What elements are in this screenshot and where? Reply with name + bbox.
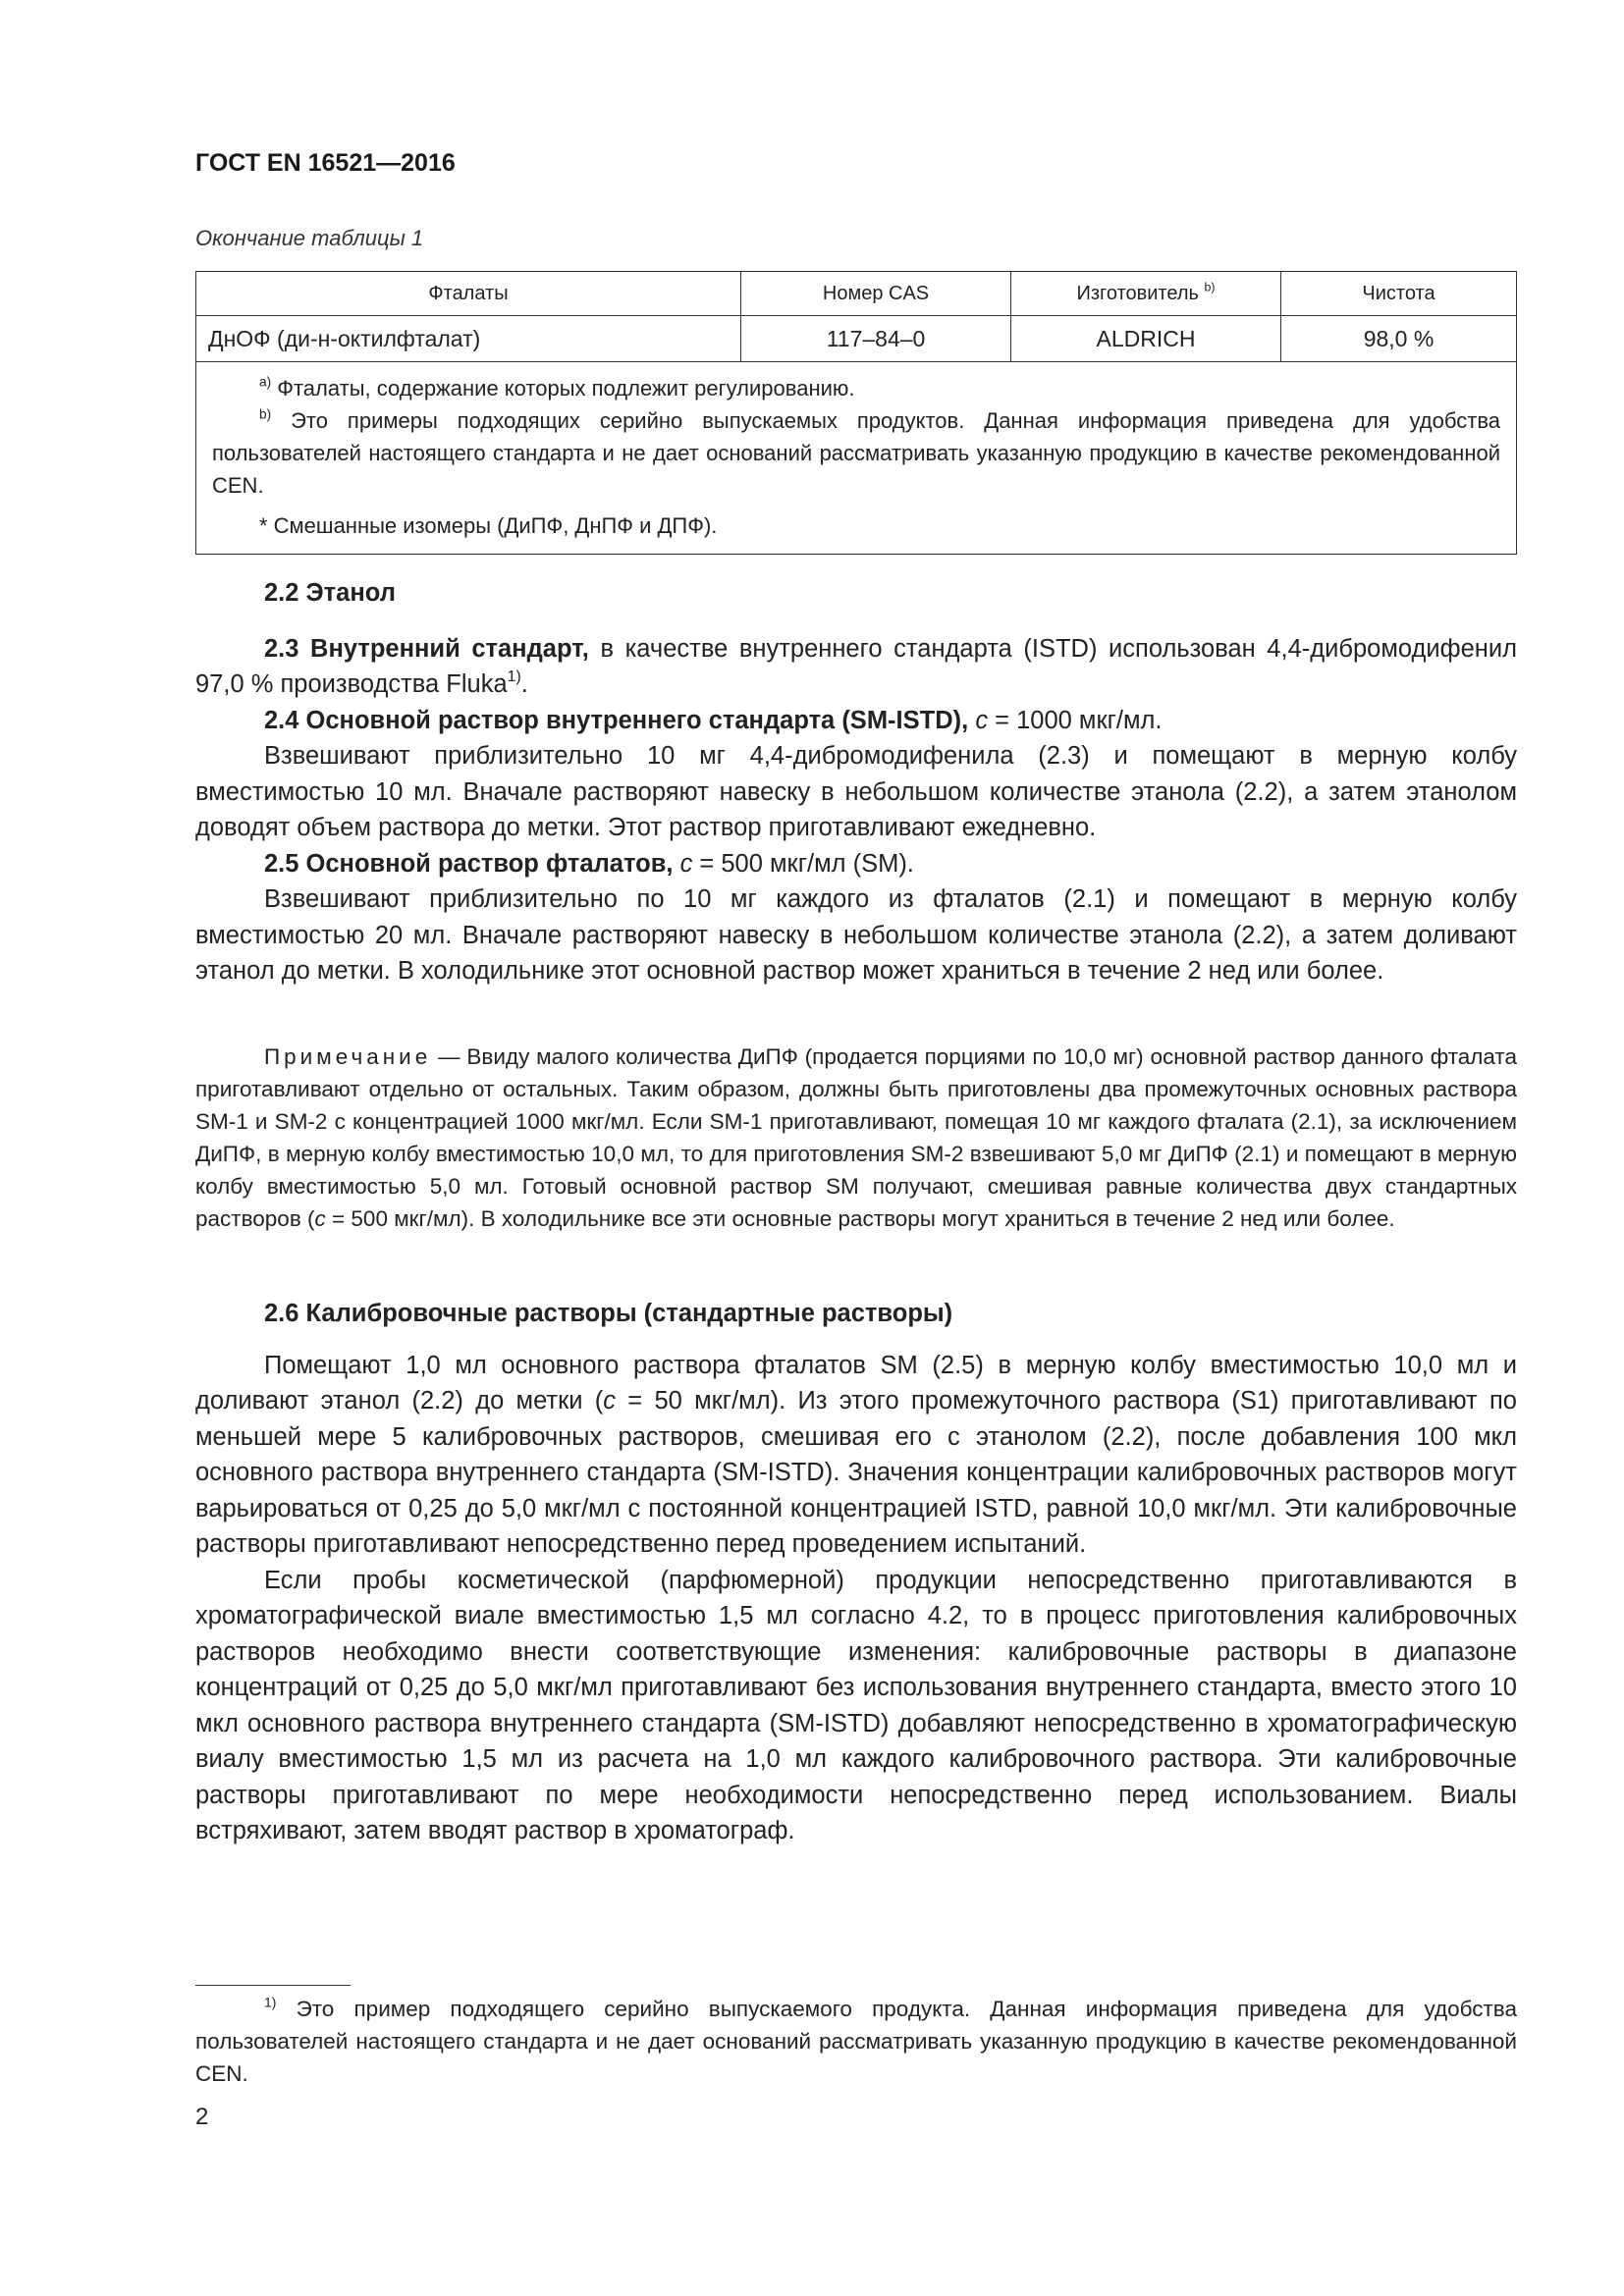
section-2-3-text: в качестве внутреннего стандарта (ISTD) использован 4,4-дибромодифенил 97,0 % производства Fluka — [195, 634, 1517, 698]
column-header-phthalates: Фталаты — [196, 272, 741, 316]
note-text-after: = 500 мкг/мл). В холодильнике все эти основные растворы могут храниться в течение 2 нед или более. — [325, 1206, 1395, 1231]
note-text-before: — Ввиду малого количества ДиПФ (продается порциями по 10,0 мг) основной раствор данного фталата приготавливают отдельно от остальных. Таким образом, должны быть приготовлены два промежуточных основных раствора SM-1 и SM-2 с концентрацией 1000 мкг/мл. Если SM-1 приготавливают, помещая 10 мг каждого фталата (2.1), за исключением ДиПФ, в мерную колбу вместимостью 10,0 мл, то для приготовления SM-2 взвешивают 5,0 мг ДиПФ (2.1) и помещают в мерную колбу вместимостью 5,0 мл. Готовый основной раствор SM получают, смешивая равные количества двух стандартных растворов ( — [195, 1044, 1517, 1231]
note-paragraph — [195, 1041, 1517, 1235]
section-2-4-title: 2.4 Основной раствор внутреннего стандарта (SM-ISTD), — [264, 706, 969, 734]
section-2-3-footnote-ref: 1) — [507, 667, 521, 685]
document-header: ГОСТ EN 16521—2016 — [195, 149, 456, 177]
section-2-6-p1-after: = 50 мкг/мл). Из этого промежуточного раствора (S1) приготавливают по меньшей мере 5 калибровочных растворов, смешивая его с этанолом (2.2), после добавления 100 мкл основного раствора внутреннего стандарта (SM-ISTD). Значения концентрации калибровочных растворов могут варьироваться от 0,25 до 5,0 мкг/мл с постоянной концентрацией ISTD, равной 10,0 мкг/мл. Эти калибровочные растворы приготавливают непосредственно перед проведением испытаний. — [195, 1387, 1517, 1558]
table-caption: Окончание таблицы 1 — [195, 226, 424, 250]
footnote-mark: 1) — [264, 1994, 277, 2010]
note-a — [212, 372, 1500, 404]
note-b-text: Это примеры подходящих серийно выпускаемых продуктов. Данная информация приведена для удобства пользователей настоящего стандарта и не дает оснований рассматривать указанную продукцию в качестве рекомендованной CEN. — [212, 408, 1500, 498]
section-2-5-c: c — [679, 849, 693, 878]
table-notes-row — [196, 362, 1517, 555]
column-header-cas: Номер CAS — [741, 272, 1011, 316]
section-2-5-heading — [195, 846, 1517, 882]
column-header-manufacturer — [1011, 272, 1281, 316]
section-2-6-title: 2.6 Калибровочные растворы (стандартные растворы) — [264, 1300, 953, 1327]
section-2-6-c: c — [603, 1387, 617, 1415]
section-2-3 — [195, 631, 1517, 703]
section-2-3-title: 2.3 Внутренний стандарт, — [264, 634, 589, 663]
cell-manufacturer: ALDRICH — [1011, 316, 1281, 362]
footnote-divider — [195, 1985, 351, 1986]
note-label: Примечание — [264, 1044, 432, 1069]
note-star: * Смешанные изомеры (ДиПФ, ДнПФ и ДПФ). — [259, 513, 718, 538]
cell-purity: 98,0 % — [1281, 316, 1517, 362]
sections-2-2-to-2-5 — [195, 575, 1517, 989]
manufacturer-label: Изготовитель — [1076, 282, 1199, 304]
section-2-3-end: . — [520, 670, 528, 698]
note-a-text: Фталаты, содержание которых подлежит регулированию. — [277, 376, 855, 400]
section-2-6-p1 — [195, 1348, 1517, 1563]
section-2-2-title: 2.2 Этанол — [264, 579, 396, 607]
footnote-text: Это пример подходящего серийно выпускаемого продукта. Данная информация приведена для удобства пользователей настоящего стандарта и не дает оснований рассматривать указанную продукцию в качестве рекомендованной CEN. — [195, 1997, 1517, 2086]
section-2-4-text: Взвешивают приблизительно 10 мг 4,4-дибромодифенила (2.3) и помещают в мерную колбу вместимостью 10 мл. Вначале растворяют навеску в небольшом количестве этанола (2.2), а затем этанолом доводят объем раствора до метки. Этот раствор приготавливают ежедневно. — [195, 742, 1517, 841]
section-2-6-p2: Если пробы косметической (парфюмерной) продукции непосредственно приготавливаются в хроматографической виале вместимостью 1,5 мл согласно 4.2, то в процесс приготовления калибровочных растворов необходимо внести соответствующие изменения: калибровочные растворы в диапазоне концентраций от 0,25 до 5,0 мкг/мл приготавливают без использования внутреннего стандарта, вместо этого 10 мкл основного раствора внутреннего стандарта (SM-ISTD) добавляют непосредственно в хроматографическую виалу вместимостью 1,5 мл из расчета на 1,0 мл каждого калибровочного раствора. Эти калибровочные растворы приготавливают по мере необходимости непосредственно перед использованием. Виалы встряхивают, затем вводят раствор в хроматограф. — [195, 1566, 1517, 1844]
note-block — [195, 1041, 1517, 1235]
section-2-4-heading — [195, 703, 1517, 739]
phthalates-table — [195, 271, 1517, 555]
footnote-paragraph — [195, 1993, 1517, 2090]
section-2-6-heading — [195, 1296, 1517, 1332]
page-number: 2 — [195, 2104, 209, 2130]
section-2-6-p1-before: Помещают 1,0 мл основного раствора фталатов SM (2.5) в мерную колбу вместимостью 10,0 мл и доливают этанол (2.2) до метки ( — [195, 1351, 1517, 1415]
table-row — [196, 316, 1517, 362]
note-c: c — [314, 1206, 326, 1231]
section-2-5-title: 2.5 Основной раствор фталатов, — [264, 849, 674, 878]
manufacturer-footnote-mark: b) — [1204, 279, 1216, 294]
section-2-5-text: Взвешивают приблизительно по 10 мг каждого из фталатов (2.1) и помещают в мерную колбу вместимостью 20 мл. Вначале растворяют навеску в небольшом количестве этанола (2.2), а затем доливают этанол до метки. В холодильнике этот основной раствор может храниться в течение 2 нед или более. — [195, 885, 1517, 985]
cell-cas: 117–84–0 — [741, 316, 1011, 362]
section-2-6 — [195, 1296, 1517, 1849]
footnote — [195, 1993, 1517, 2090]
section-2-4-formula: = 1000 мкг/мл. — [988, 706, 1163, 734]
section-2-2 — [195, 575, 1517, 612]
note-b — [212, 404, 1500, 502]
table-header-row — [196, 272, 1517, 316]
table-notes — [196, 362, 1517, 555]
section-2-4-c: c — [975, 706, 989, 734]
cell-name: ДнОФ (ди-н-октилфталат) — [196, 316, 741, 362]
column-header-purity: Чистота — [1281, 272, 1517, 316]
note-a-mark: a) — [259, 374, 272, 390]
note-b-mark: b) — [259, 406, 272, 422]
section-2-5-formula: = 500 мкг/мл (SM). — [692, 849, 914, 878]
